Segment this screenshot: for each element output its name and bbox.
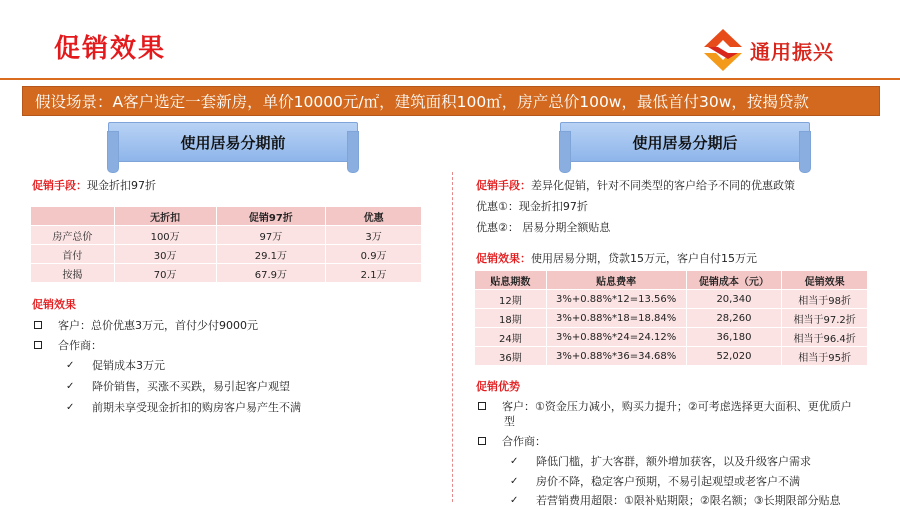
table-cell: 相当于96.4折 bbox=[782, 328, 868, 347]
check-icon: ✓ bbox=[66, 380, 75, 392]
table-row bbox=[31, 245, 422, 264]
table-cell: 20,340 bbox=[686, 290, 782, 309]
after-effect bbox=[476, 250, 757, 266]
table-cell: 24期 bbox=[475, 328, 547, 347]
table-header: 贴息费率 bbox=[546, 271, 686, 290]
table-cell: 2.1万 bbox=[326, 264, 422, 283]
after-means bbox=[476, 177, 795, 193]
table-header: 无折扣 bbox=[114, 207, 216, 226]
table-cell: 房产总价 bbox=[31, 226, 115, 245]
table-header: 促销97折 bbox=[216, 207, 326, 226]
after-check-item: ✓ 降低门槛，扩大客群，额外增加获客，以及升级客户需求 bbox=[510, 455, 811, 468]
before-merchant-line bbox=[34, 337, 102, 353]
table-cell: 相当于97.2折 bbox=[782, 309, 868, 328]
square-bullet-icon bbox=[34, 321, 42, 329]
after-promo-2: 优惠②： 居易分期全额贴息 bbox=[476, 221, 611, 234]
check-icon: ✓ bbox=[510, 455, 519, 467]
check-icon: ✓ bbox=[66, 401, 75, 413]
after-check-item: ✓ 若营销费用超限：①限补贴期限；②限名额；③长期限部分贴息 bbox=[510, 494, 841, 507]
after-customer-text-cont: 型 bbox=[504, 415, 515, 428]
before-customer-line bbox=[34, 317, 258, 333]
before-table bbox=[30, 206, 422, 283]
table-cell: 首付 bbox=[31, 245, 115, 264]
after-means-label: 促销手段： bbox=[476, 179, 531, 192]
brand-mark-icon bbox=[700, 27, 746, 73]
before-header-scroll: 使用居易分期前 bbox=[108, 122, 358, 162]
after-adv-title: 促销优势 bbox=[476, 380, 520, 393]
after-customer-line bbox=[478, 398, 852, 414]
square-bullet-icon bbox=[34, 341, 42, 349]
table-cell: 29.1万 bbox=[216, 245, 326, 264]
table-cell: 0.9万 bbox=[326, 245, 422, 264]
table-row bbox=[475, 309, 868, 328]
after-effect-text: 使用居易分期，贷款15万元，客户自付15万元 bbox=[531, 252, 757, 265]
square-bullet-icon bbox=[478, 437, 486, 445]
table-cell: 52,020 bbox=[686, 347, 782, 366]
before-check-item: ✓ 降价销售，买涨不买跌，易引起客户观望 bbox=[66, 380, 290, 393]
table-cell: 12期 bbox=[475, 290, 547, 309]
table-row bbox=[475, 290, 868, 309]
table-row bbox=[475, 347, 868, 366]
table-cell: 18期 bbox=[475, 309, 547, 328]
table-header: 促销成本（元） bbox=[686, 271, 782, 290]
after-header-scroll: 使用居易分期后 bbox=[560, 122, 810, 162]
before-check-item: ✓ 促销成本3万元 bbox=[66, 359, 165, 372]
after-merchant-line bbox=[478, 433, 546, 449]
column-divider bbox=[452, 172, 453, 502]
table-cell: 3%+0.88%*18=18.84% bbox=[546, 309, 686, 328]
before-means bbox=[32, 177, 156, 193]
after-effect-label: 促销效果： bbox=[476, 252, 531, 265]
brand-name: 通用振兴 bbox=[750, 39, 834, 64]
square-bullet-icon bbox=[478, 402, 486, 410]
before-means-text: 现金折扣97折 bbox=[87, 179, 156, 192]
table-cell: 67.9万 bbox=[216, 264, 326, 283]
table-header: 贴息期数 bbox=[475, 271, 547, 290]
table-cell: 3%+0.88%*12=13.56% bbox=[546, 290, 686, 309]
table-cell: 70万 bbox=[114, 264, 216, 283]
check-icon: ✓ bbox=[510, 494, 519, 506]
table-cell: 28,260 bbox=[686, 309, 782, 328]
table-cell: 3万 bbox=[326, 226, 422, 245]
before-check-item: ✓ 前期未享受现金折扣的购房客户易产生不满 bbox=[66, 401, 301, 414]
table-cell: 3%+0.88%*36=34.68% bbox=[546, 347, 686, 366]
after-customer-text: 客户：①资金压力减小，购买力提升；②可考虑选择更大面积、更优质户 bbox=[502, 400, 852, 413]
before-means-label: 促销手段： bbox=[32, 179, 87, 192]
brand-logo bbox=[700, 28, 834, 72]
check-icon: ✓ bbox=[510, 475, 519, 487]
table-cell: 30万 bbox=[114, 245, 216, 264]
header-rule bbox=[0, 78, 900, 80]
after-table bbox=[474, 270, 868, 366]
table-header: 促销效果 bbox=[782, 271, 868, 290]
before-merchant-text: 合作商： bbox=[58, 339, 102, 352]
after-promo-1: 优惠①：现金折扣97折 bbox=[476, 200, 588, 213]
table-header: 优惠 bbox=[326, 207, 422, 226]
table-header-row bbox=[31, 207, 422, 226]
table-cell: 36期 bbox=[475, 347, 547, 366]
check-icon: ✓ bbox=[66, 359, 75, 371]
table-cell: 36,180 bbox=[686, 328, 782, 347]
table-cell: 97万 bbox=[216, 226, 326, 245]
after-check-item: ✓ 房价不降，稳定客户预期，不易引起观望或老客户不满 bbox=[510, 475, 800, 488]
table-cell: 100万 bbox=[114, 226, 216, 245]
scenario-banner: 假设场景：A客户选定一套新房，单价10000元/㎡，建筑面积100㎡，房产总价100w，最低首付30w，按揭贷款 bbox=[22, 86, 880, 116]
before-effect-title: 促销效果 bbox=[32, 298, 76, 311]
table-cell: 相当于95折 bbox=[782, 347, 868, 366]
table-row bbox=[31, 264, 422, 283]
table-row bbox=[475, 328, 868, 347]
before-customer-text: 客户：总价优惠3万元，首付少付9000元 bbox=[58, 319, 258, 332]
table-row bbox=[31, 226, 422, 245]
table-cell: 相当于98折 bbox=[782, 290, 868, 309]
after-merchant-text: 合作商： bbox=[502, 435, 546, 448]
table-cell: 3%+0.88%*24=24.12% bbox=[546, 328, 686, 347]
page-title: 促销效果 bbox=[54, 34, 167, 64]
table-header bbox=[31, 207, 115, 226]
after-means-text: 差异化促销，针对不同类型的客户给予不同的优惠政策 bbox=[531, 179, 795, 192]
table-header-row bbox=[475, 271, 868, 290]
table-cell: 按揭 bbox=[31, 264, 115, 283]
